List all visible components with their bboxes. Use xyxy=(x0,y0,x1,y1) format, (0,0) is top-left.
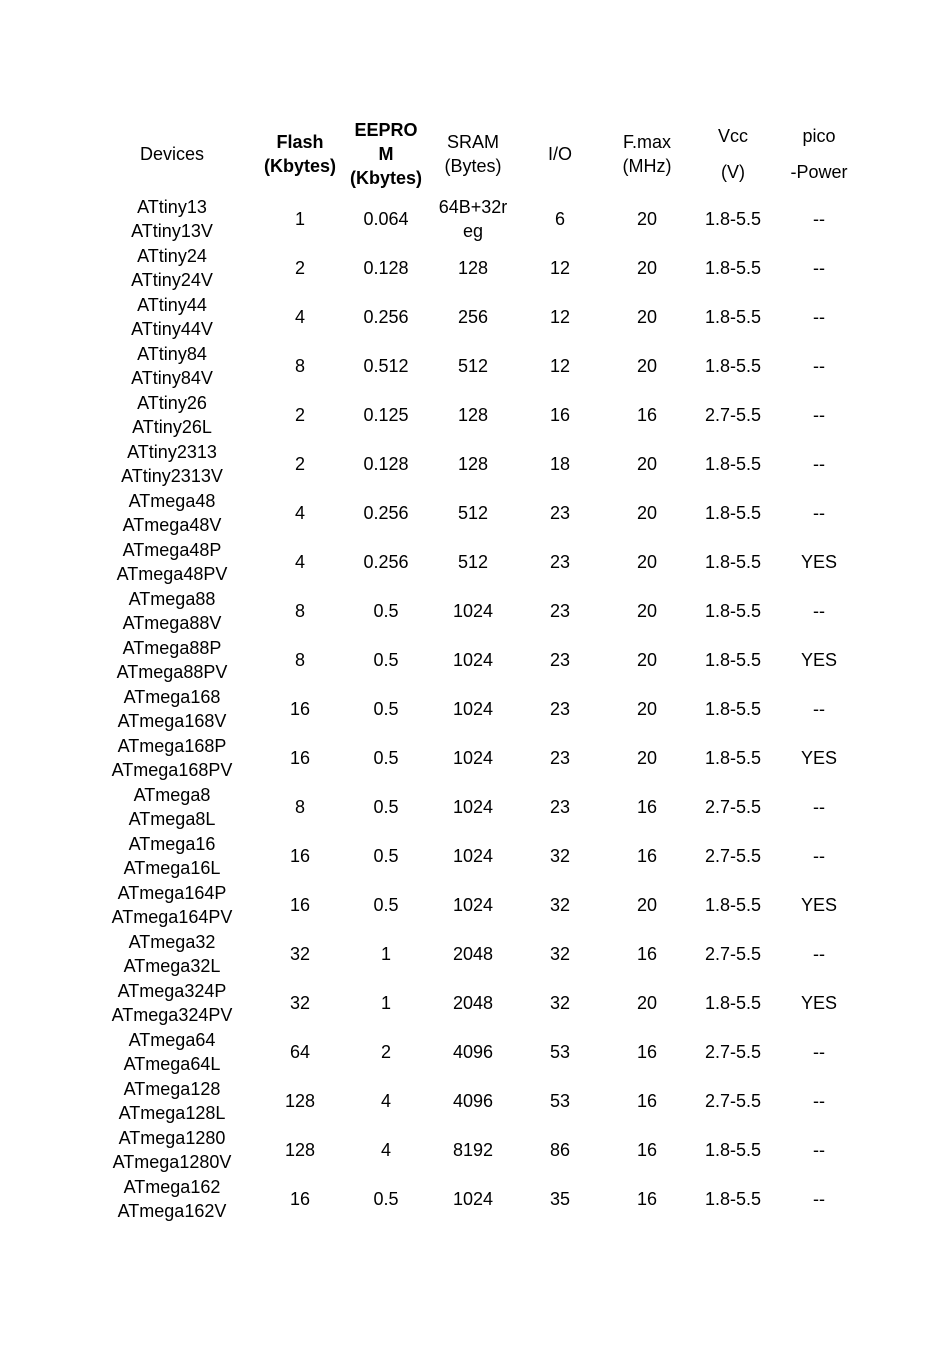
cell-sram: 1024 xyxy=(452,1188,494,1209)
cell-sram: 1024 xyxy=(452,698,494,719)
cell-vcc: 2.7-5.5 xyxy=(704,796,762,817)
cell-sram: 512 xyxy=(457,355,489,376)
cell-fmax: 16 xyxy=(636,845,658,866)
cell-sram: 1024 xyxy=(452,649,494,670)
cell-fmax: 16 xyxy=(636,404,658,425)
header-fmax: F.max (MHz) xyxy=(622,131,672,176)
table-row xyxy=(86,978,862,1027)
table-row xyxy=(86,929,862,978)
cell-sram: 256 xyxy=(457,306,489,327)
header-pico-power: pico -Power xyxy=(790,125,848,182)
cell-io: 23 xyxy=(549,796,571,817)
cell-vcc: 1.8-5.5 xyxy=(704,649,762,670)
cell-eeprom: 1 xyxy=(380,992,391,1013)
cell-pico-power: YES xyxy=(800,649,838,670)
cell-vcc: 2.7-5.5 xyxy=(704,404,762,425)
cell-eeprom: 0.125 xyxy=(363,404,409,425)
cell-flash: 128 xyxy=(284,1139,316,1160)
cell-flash: 4 xyxy=(294,551,305,572)
cell-eeprom: 0.5 xyxy=(373,796,399,817)
cell-eeprom: 0.256 xyxy=(363,502,409,523)
cell-flash: 32 xyxy=(289,992,311,1013)
cell-device: ATmega16 ATmega16L xyxy=(123,833,221,878)
cell-eeprom: 0.512 xyxy=(363,355,409,376)
table-row xyxy=(86,733,862,782)
table-row xyxy=(86,782,862,831)
cell-flash: 4 xyxy=(294,502,305,523)
cell-io: 35 xyxy=(549,1188,571,1209)
cell-flash: 16 xyxy=(289,747,311,768)
cell-io: 86 xyxy=(549,1139,571,1160)
cell-device: ATmega48 ATmega48V xyxy=(122,490,222,535)
table-row xyxy=(86,488,862,537)
cell-eeprom: 0.128 xyxy=(363,453,409,474)
cell-io: 32 xyxy=(549,894,571,915)
cell-io: 23 xyxy=(549,698,571,719)
cell-sram: 512 xyxy=(457,502,489,523)
cell-device: ATmega1280 ATmega1280V xyxy=(112,1127,232,1172)
cell-sram: 64B+32r eg xyxy=(438,196,508,241)
cell-pico-power: -- xyxy=(813,1139,825,1160)
table-row xyxy=(86,1027,862,1076)
cell-vcc: 1.8-5.5 xyxy=(704,747,762,768)
cell-sram: 8192 xyxy=(452,1139,494,1160)
cell-eeprom: 0.5 xyxy=(373,698,399,719)
cell-fmax: 16 xyxy=(636,1090,658,1111)
cell-eeprom: 0.256 xyxy=(363,551,409,572)
cell-vcc: 1.8-5.5 xyxy=(704,208,762,229)
cell-pico-power: -- xyxy=(813,1188,825,1209)
table-row xyxy=(86,1174,862,1223)
cell-pico-power: -- xyxy=(813,698,825,719)
cell-io: 18 xyxy=(549,453,571,474)
cell-flash: 16 xyxy=(289,698,311,719)
cell-fmax: 20 xyxy=(636,551,658,572)
table-row xyxy=(86,635,862,684)
cell-flash: 16 xyxy=(289,845,311,866)
cell-fmax: 20 xyxy=(636,453,658,474)
cell-sram: 1024 xyxy=(452,747,494,768)
cell-vcc: 1.8-5.5 xyxy=(704,306,762,327)
header-row xyxy=(86,113,862,194)
cell-pico-power: -- xyxy=(813,796,825,817)
table-row xyxy=(86,390,862,439)
header-vcc: Vcc (V) xyxy=(717,125,748,182)
cell-sram: 1024 xyxy=(452,845,494,866)
cell-sram: 1024 xyxy=(452,796,494,817)
cell-flash: 1 xyxy=(294,208,305,229)
table-row xyxy=(86,439,862,488)
cell-flash: 4 xyxy=(294,306,305,327)
cell-device: ATtiny24 ATtiny24V xyxy=(131,245,213,290)
table-row xyxy=(86,1076,862,1125)
cell-flash: 16 xyxy=(289,1188,311,1209)
cell-pico-power: -- xyxy=(813,600,825,621)
cell-fmax: 20 xyxy=(636,992,658,1013)
table-row xyxy=(86,684,862,733)
cell-sram: 2048 xyxy=(452,943,494,964)
cell-io: 32 xyxy=(549,845,571,866)
table-row xyxy=(86,831,862,880)
cell-io: 23 xyxy=(549,649,571,670)
cell-pico-power: -- xyxy=(813,1041,825,1062)
cell-fmax: 20 xyxy=(636,355,658,376)
cell-eeprom: 0.5 xyxy=(373,600,399,621)
cell-device: ATtiny26 ATtiny26L xyxy=(132,392,212,437)
cell-fmax: 20 xyxy=(636,698,658,719)
cell-fmax: 16 xyxy=(636,1139,658,1160)
cell-vcc: 1.8-5.5 xyxy=(704,551,762,572)
cell-vcc: 2.7-5.5 xyxy=(704,1090,762,1111)
cell-io: 23 xyxy=(549,747,571,768)
cell-fmax: 20 xyxy=(636,600,658,621)
cell-device: ATmega64 ATmega64L xyxy=(123,1029,221,1074)
cell-fmax: 16 xyxy=(636,1188,658,1209)
header-sram: SRAM (Bytes) xyxy=(444,131,502,176)
cell-pico-power: YES xyxy=(800,551,838,572)
cell-fmax: 20 xyxy=(636,649,658,670)
cell-io: 12 xyxy=(549,257,571,278)
header-devices: Devices xyxy=(139,143,205,164)
cell-eeprom: 4 xyxy=(380,1090,391,1111)
cell-sram: 128 xyxy=(457,404,489,425)
header-eeprom: EEPRO M (Kbytes) xyxy=(349,119,422,188)
cell-vcc: 2.7-5.5 xyxy=(704,845,762,866)
cell-eeprom: 0.128 xyxy=(363,257,409,278)
cell-device: ATmega324P ATmega324PV xyxy=(111,980,233,1025)
table-row xyxy=(86,880,862,929)
cell-vcc: 1.8-5.5 xyxy=(704,502,762,523)
cell-flash: 16 xyxy=(289,894,311,915)
cell-device: ATmega168P ATmega168PV xyxy=(111,735,233,780)
cell-fmax: 16 xyxy=(636,1041,658,1062)
cell-io: 32 xyxy=(549,992,571,1013)
table-row xyxy=(86,537,862,586)
cell-flash: 32 xyxy=(289,943,311,964)
cell-vcc: 1.8-5.5 xyxy=(704,894,762,915)
header-flash: Flash (Kbytes) xyxy=(263,131,336,176)
cell-sram: 4096 xyxy=(452,1090,494,1111)
cell-pico-power: -- xyxy=(813,502,825,523)
cell-pico-power: YES xyxy=(800,894,838,915)
cell-device: ATmega88 ATmega88V xyxy=(122,588,222,633)
cell-io: 23 xyxy=(549,551,571,572)
cell-eeprom: 2 xyxy=(380,1041,391,1062)
cell-sram: 1024 xyxy=(452,600,494,621)
cell-device: ATmega48P ATmega48PV xyxy=(116,539,228,584)
cell-flash: 8 xyxy=(294,796,305,817)
table-row xyxy=(86,586,862,635)
cell-eeprom: 0.5 xyxy=(373,1188,399,1209)
cell-vcc: 1.8-5.5 xyxy=(704,992,762,1013)
cell-pico-power: -- xyxy=(813,845,825,866)
cell-pico-power: -- xyxy=(813,404,825,425)
cell-vcc: 1.8-5.5 xyxy=(704,698,762,719)
cell-io: 12 xyxy=(549,306,571,327)
cell-vcc: 1.8-5.5 xyxy=(704,1188,762,1209)
cell-pico-power: -- xyxy=(813,257,825,278)
cell-pico-power: YES xyxy=(800,992,838,1013)
cell-eeprom: 4 xyxy=(380,1139,391,1160)
cell-sram: 512 xyxy=(457,551,489,572)
cell-eeprom: 1 xyxy=(380,943,391,964)
cell-device: ATmega8 ATmega8L xyxy=(128,784,216,829)
cell-fmax: 16 xyxy=(636,796,658,817)
cell-pico-power: -- xyxy=(813,453,825,474)
cell-device: ATtiny2313 ATtiny2313V xyxy=(121,441,223,486)
cell-flash: 8 xyxy=(294,355,305,376)
cell-sram: 2048 xyxy=(452,992,494,1013)
table-row xyxy=(86,1125,862,1174)
cell-eeprom: 0.5 xyxy=(373,845,399,866)
cell-fmax: 20 xyxy=(636,257,658,278)
cell-io: 23 xyxy=(549,600,571,621)
cell-flash: 2 xyxy=(294,404,305,425)
cell-flash: 64 xyxy=(289,1041,311,1062)
cell-io: 23 xyxy=(549,502,571,523)
cell-vcc: 1.8-5.5 xyxy=(704,1139,762,1160)
cell-vcc: 2.7-5.5 xyxy=(704,1041,762,1062)
cell-io: 53 xyxy=(549,1041,571,1062)
table-row xyxy=(86,292,862,341)
cell-io: 12 xyxy=(549,355,571,376)
cell-vcc: 1.8-5.5 xyxy=(704,600,762,621)
cell-eeprom: 0.5 xyxy=(373,894,399,915)
cell-flash: 8 xyxy=(294,649,305,670)
cell-fmax: 20 xyxy=(636,208,658,229)
cell-eeprom: 0.064 xyxy=(363,208,409,229)
cell-device: ATtiny84 ATtiny84V xyxy=(131,343,213,388)
cell-fmax: 20 xyxy=(636,894,658,915)
cell-io: 16 xyxy=(549,404,571,425)
cell-device: ATmega162 ATmega162V xyxy=(117,1176,227,1221)
cell-sram: 128 xyxy=(457,257,489,278)
cell-eeprom: 0.5 xyxy=(373,747,399,768)
cell-fmax: 20 xyxy=(636,502,658,523)
header-io: I/O xyxy=(547,143,572,164)
cell-sram: 1024 xyxy=(452,894,494,915)
cell-pico-power: -- xyxy=(813,208,825,229)
cell-pico-power: YES xyxy=(800,747,838,768)
table-row xyxy=(86,194,862,243)
cell-sram: 128 xyxy=(457,453,489,474)
cell-fmax: 16 xyxy=(636,943,658,964)
cell-io: 6 xyxy=(554,208,565,229)
table-body xyxy=(86,194,862,1223)
cell-fmax: 20 xyxy=(636,747,658,768)
cell-device: ATmega164P ATmega164PV xyxy=(111,882,233,927)
cell-vcc: 2.7-5.5 xyxy=(704,943,762,964)
device-table xyxy=(86,113,862,1223)
cell-device: ATmega88P ATmega88PV xyxy=(116,637,228,682)
cell-sram: 4096 xyxy=(452,1041,494,1062)
cell-flash: 2 xyxy=(294,453,305,474)
cell-vcc: 1.8-5.5 xyxy=(704,355,762,376)
cell-eeprom: 0.256 xyxy=(363,306,409,327)
cell-pico-power: -- xyxy=(813,1090,825,1111)
table-row xyxy=(86,243,862,292)
cell-pico-power: -- xyxy=(813,306,825,327)
cell-pico-power: -- xyxy=(813,355,825,376)
cell-io: 53 xyxy=(549,1090,571,1111)
cell-device: ATmega128 ATmega128L xyxy=(118,1078,226,1123)
cell-device: ATmega168 ATmega168V xyxy=(117,686,227,731)
cell-pico-power: -- xyxy=(813,943,825,964)
cell-vcc: 1.8-5.5 xyxy=(704,257,762,278)
cell-device: ATtiny44 ATtiny44V xyxy=(131,294,213,339)
cell-eeprom: 0.5 xyxy=(373,649,399,670)
cell-device: ATmega32 ATmega32L xyxy=(123,931,221,976)
cell-flash: 8 xyxy=(294,600,305,621)
table-row xyxy=(86,341,862,390)
cell-io: 32 xyxy=(549,943,571,964)
cell-vcc: 1.8-5.5 xyxy=(704,453,762,474)
cell-fmax: 20 xyxy=(636,306,658,327)
cell-flash: 128 xyxy=(284,1090,316,1111)
cell-device: ATtiny13 ATtiny13V xyxy=(131,196,213,241)
cell-flash: 2 xyxy=(294,257,305,278)
